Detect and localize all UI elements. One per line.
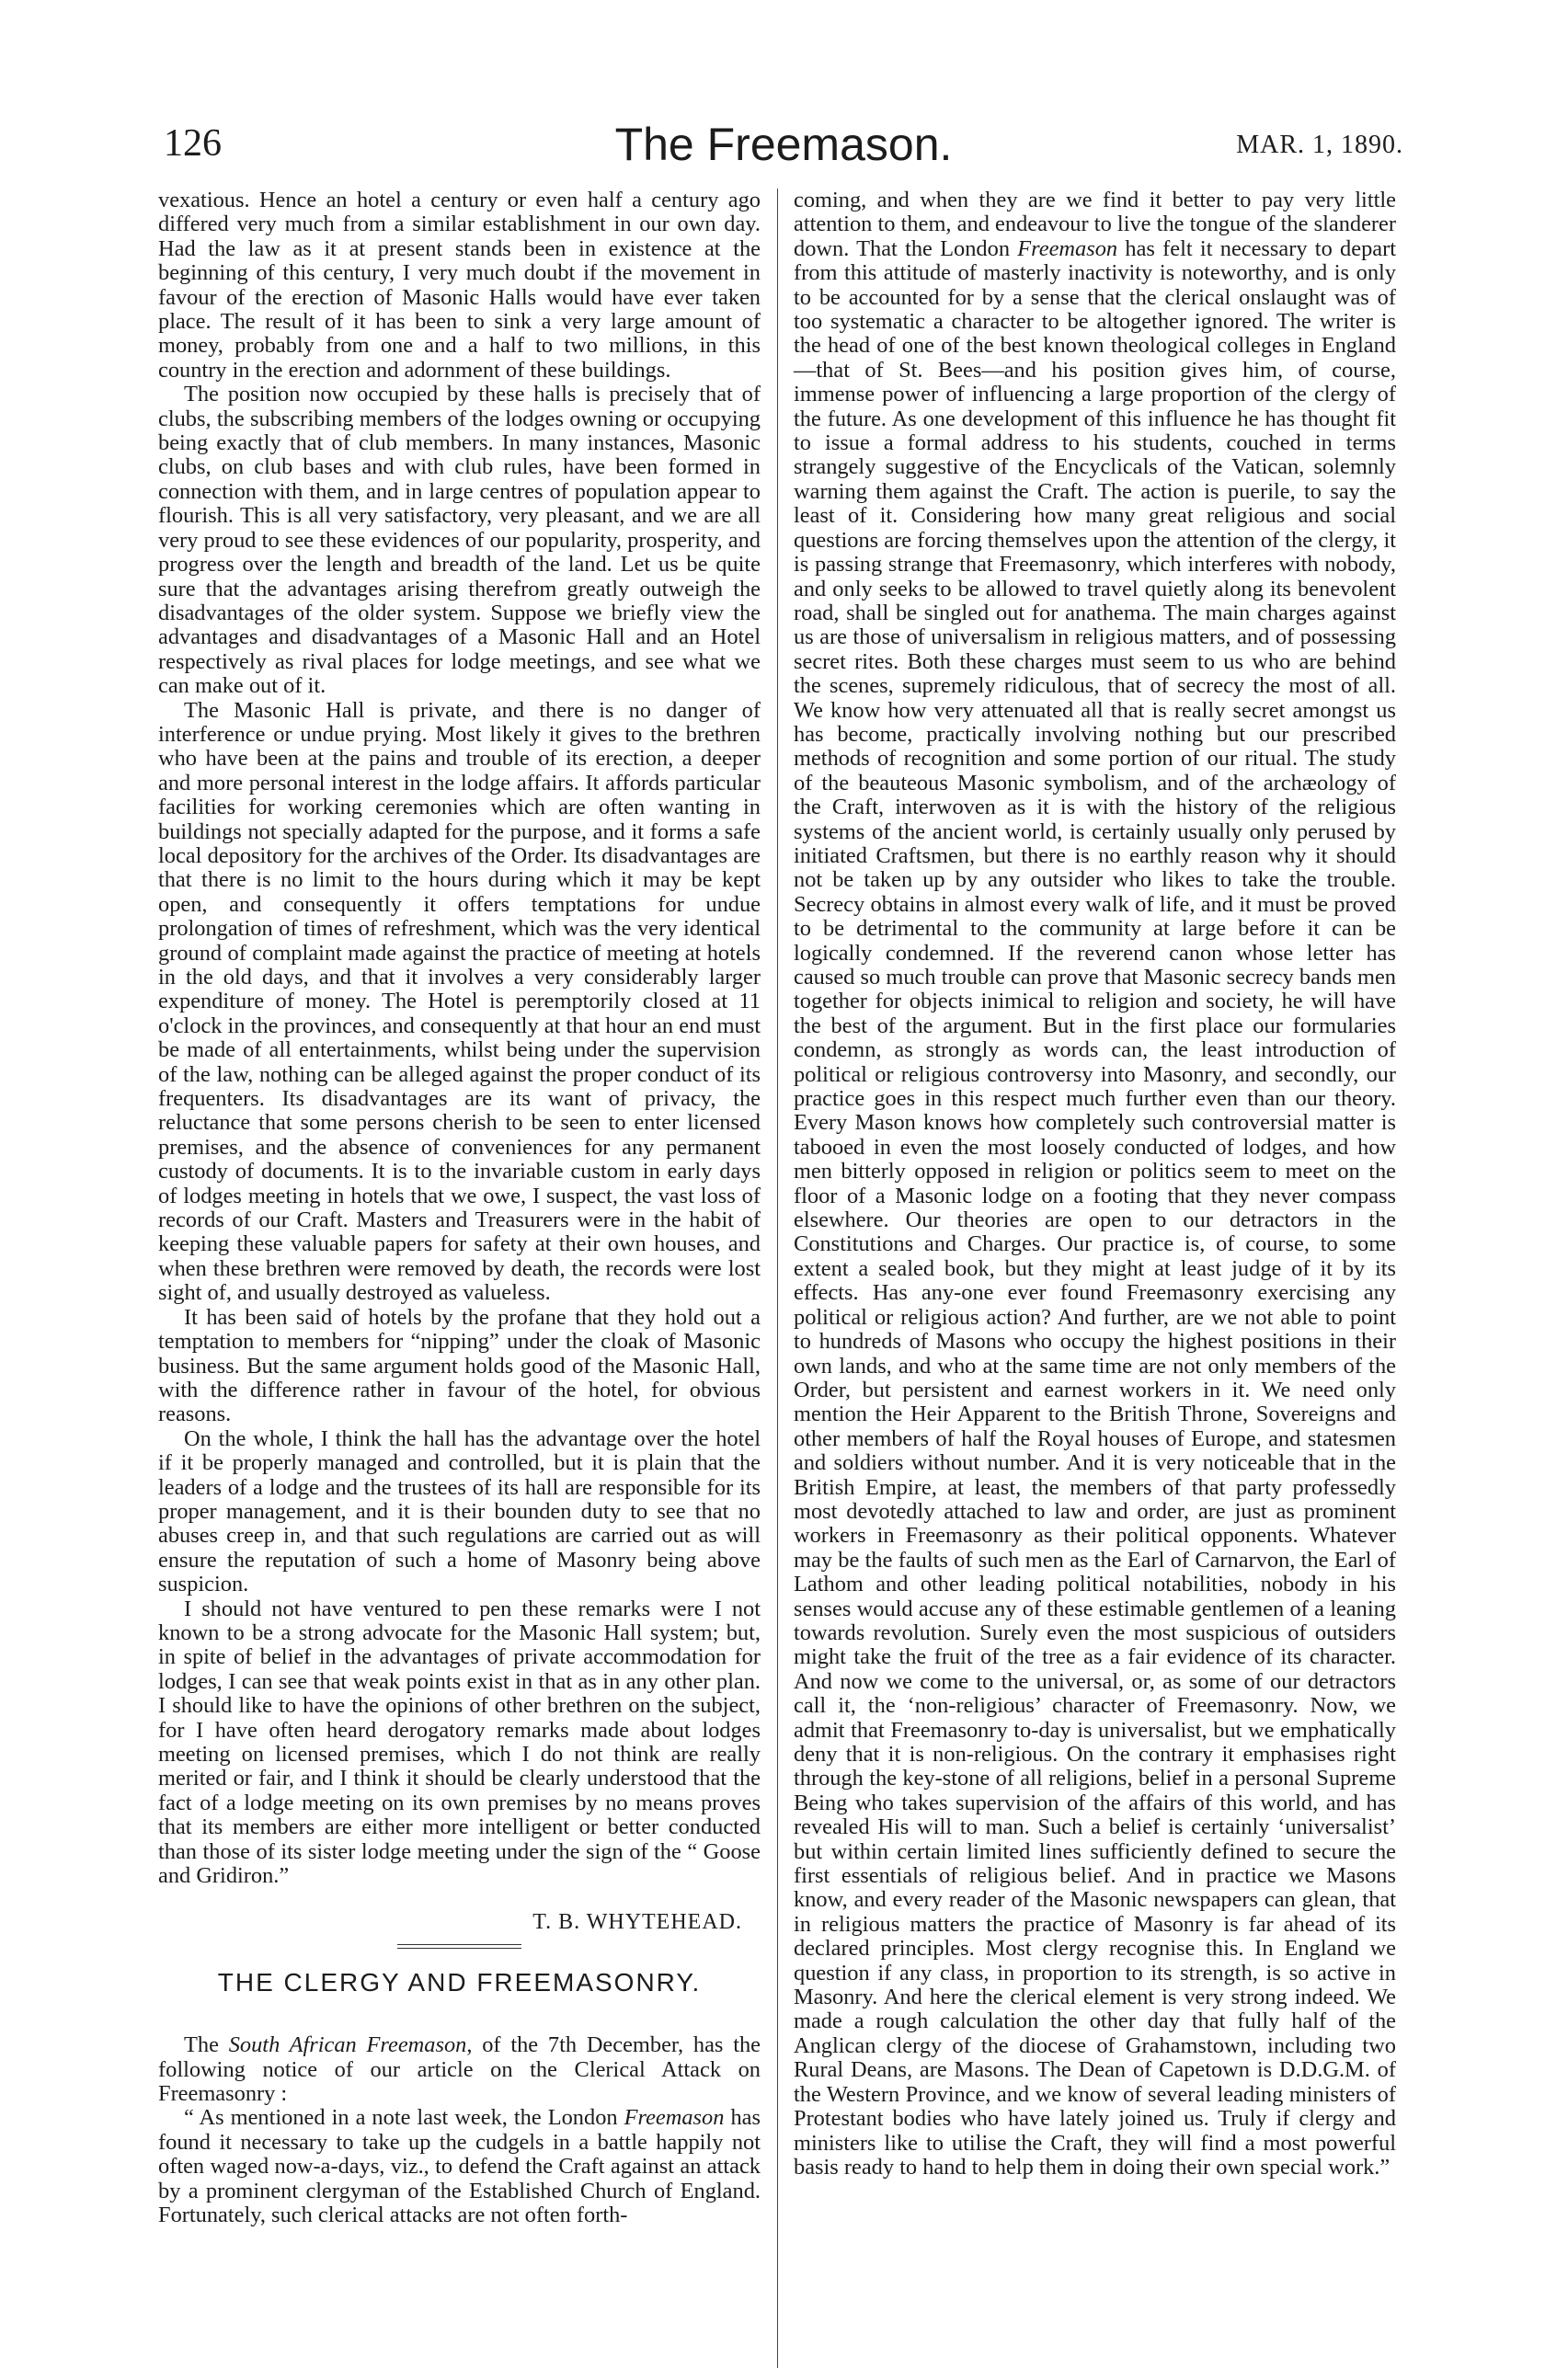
section-divider [397,1944,521,1949]
left-column [158,189,761,2228]
column-rule [777,189,778,2368]
paragraph: The Masonic Hall is private, and there is no danger of interference or undue prying. Most likely it gives to the brethren who have been at the pains and trouble of its erection, a deeper and more personal interest in the lodge affairs. It affords particular facilities for working ceremonies which are often wanting in buildings not specially adapted for the purpose, and it forms a safe local depository for the archives of the Order. Its disadvantages are that there is no limit to the hours during which it may be kept open, and consequently it offers temptations for undue prolongation of times of refreshment, which was the very identical ground of complaint made against the practice of meeting at hotels in the old days, and that it involves a very considerably larger expenditure of money. The Hotel is peremptorily closed at 11 o'clock in the provinces, and consequently at that hour an end must be made of all entertainments, whilst being under the supervision of the law, nothing can be alleged against the proper conduct of its frequenters. Its disadvantages are its want of privacy, the reluctance that some persons cherish to be seen to enter licensed premises, and the absence of conveniences for any permanent custody of documents. It is to the invariable custom in early days of lodges meeting in hotels that we owe, I suspect, the vast loss of records of our Craft. Masters and Treasurers were in the habit of keeping these valuable papers for safety at their own houses, and when these brethren were removed by death, the records were lost sight of, and usually destroyed as valueless. [158,697,761,1306]
text-run: has felt it necessary to depart from this attitude of masterly inactivity is noteworthy, and is only to be accounted for by a sense that the clerical onslaught was of too systematic a character to be altogether ignored. The writer is the head of one of the best known theological colleges in England—that of St. Bees—and his position gives him, of course, immense power of influencing a large proportion of the clergy of the future. As one development of this influence he has thought fit to issue a formal address to his students, couched in terms strangely suggestive of the Encyclicals of the Vatican, solemnly warning them against the Craft. The action is puerile, to say the least of it. Considering how many great religious and social questions are forcing themselves upon the attention of the clergy, it is passing strange that Freemasonry, which interferes with nobody, and only seeks to be allowed to travel quietly along its benevolent road, shall be singled out for anathema. The main charges against us are those of universalism in religious matters, and of possessing secret rites. Both these charges must seem to us who are behind the scenes, supremely ridiculous, that of secrecy the most of all. We know how very attenuated all that is really secret amongst us has become, practically involving nothing but our prescribed methods of recognition and some portion of our ritual. The study of the beauteous Masonic symbolism, and of the archæology of the Craft, interwoven as it is with the history of the religious systems of the ancient world, is certainly usually only perused by initiated Craftsmen, but there is no earthly reason why it should not be taken up by any outsider who likes to take the trouble. Secrecy obtains in almost every walk of life, and it must be proved to be detrimental to the community at large before it can be logically condemned. If the reverend canon whose letter has caused so much trouble can prove that Masonic secrecy bands men together for objects inimical to religion and society, he will have the best of the argument. But in the first place our formularies condemn, as strongly as words can, the least introduction of political or religious controversy into Masonry, and secondly, our practice goes in this respect much further even than our theory. Every Mason knows how completely such controversial matter is tabooed in even the most loosely conducted of lodges, and how men bitterly opposed in religion or politics seem to meet on the floor of a Masonic lodge on a footing that they never compass elsewhere. Our theories are open to our detractors in the Constitutions and Charges. Our practice is, of course, to some extent a sealed book, but they might at least judge of it by its effects. Has any-one ever found Freemasonry exercising any political or religious action? And further, are we not able to point to hundreds of Masons who occupy the highest positions in their own lands, and who at the same time are not only members of the Order, but persistent and earnest workers in it. We need only mention the Heir Apparent to the British Throne, Sovereigns and other members of half the Royal houses of Europe, and statesmen and soldiers without number. And it is very noticeable that in the British Empire, at least, the members of that party professedly most devotedly attached to law and order, are just as prominent workers in Freemasonry as their political opponents. Whatever may be the faults of such men as the Earl of Carnarvon, the Earl of Lathom and other leading political notabilities, nobody in his senses would accuse any of these estimable gentlemen of a leaning towards revolution. Surely even the most suspicious of outsiders might take the fruit of the tree as a fair evidence of its character. And now we come to the universal, or, as some of our detractors call it, the ‘non-religious’ character of Freemasonry. Now, we admit that Freemasonry to-day is universalist, but we emphatically deny that it is non-religious. On the contrary it emphasises right through the key-stone of all religions, belief in a personal Supreme Being who takes supervision of the affairs of this world, and has revealed His will to man. Such a belief is certainly ‘universalist’ but within certain limited lines sufficiently defined to secure the first essentials of religious belief. And in practice we Masons know, and every reader of the Masonic newspapers can glean, that in religious matters the practice of Masonry is far ahead of its declared principles. Most clergy recognise this. In England we question if any class, in proportion to its strength, is so active in Masonry. And here the clerical element is very strong indeed. We made a rough calculation the other day that fully half of the Anglican clergy of the diocese of Grahamstown, including two Rural Deans, are Masons. The Dean of Capetown is D.D.G.M. of the Western Province, and we know of several leading ministers of Protestant bodies who have lately joined us. Truly if clergy and ministers like to utilise the Craft, they will find a most powerful basis ready to hand to help them in doing their own special work.” [794,235,1396,2180]
right-column [794,189,1396,2180]
publication-title: Freemason [1017,235,1118,261]
text-run: , of the 7th December, has the following notice of our article on the Clerical Attack on Freemasonry : [158,2032,761,2107]
paragraph: vexatious. Hence an hotel a century or even half a century ago differed very much from a similar establishment in our own day. Had the law as it at present stands been in existence at the beginning of this century, I very much doubt if the movement in favour of the erection of Masonic Halls would have ever taken place. The result of it has been to sink a very large amount of money, probably from one and a half to two millions, in this country in the erection and adornment of these buildings. [158,188,761,383]
quoted-paragraph [158,2106,761,2227]
text-run: The [184,2032,229,2058]
page-header [158,118,1409,171]
publication-title: South African Freemason [228,2032,467,2058]
paragraph: I should not have ventured to pen these remarks were I not known to be a strong advocate for the Masonic Hall system; but, in spite of belief in the advantages of private accommodation for lodges, I can see that weak points exist in that as in any other plan. I should like to have the opinions of other brethren on the subject, for I have often heard derogatory remarks made about lodges meeting on licensed premises, which I do not think are really merited or fair, and I think it should be clearly understood that the fact of a lodge meeting on its own premises by no means proves that its members are either more intelligent or better conducted than those of its sister lodge meeting under the sign of the “ Goose and Gridiron.” [158,1596,761,1889]
paragraph: The position now occupied by these halls is precisely that of clubs, the subscribing members of the lodges owning or occupying being exactly that of club members. In many instances, Masonic clubs, on club bases and with club rules, have been formed in connection with them, and in large centres of population appear to flourish. This is all very satisfactory, very pleasant, and we are all very proud to see these evidences of our popularity, prosperity, and progress over the length and breadth of the land. Let us be quite sure that the advantages arising therefrom greatly outweigh the disadvantages of the older system. Suppose we briefly view the advantages and disadvantages of a Masonic Hall and an Hotel respectively as rival places for lodge meetings, and see what we can make out of it. [158,382,761,699]
page-number: 126 [164,122,222,165]
paragraph: It has been said of hotels by the profane that they hold out a temptation to members for “nipping” under the cloak of Masonic business. But the same argument holds good of the Masonic Hall, with the difference rather in favour of the hotel, for obvious reasons. [158,1304,761,1427]
publication-title: Freemason [624,2105,725,2131]
article-heading: THE CLERGY AND FREEMASONRY. [217,1967,702,1997]
issue-date: MAR. 1, 1890. [1236,131,1403,159]
masthead: The Freemason. [614,119,953,170]
quoted-paragraph [794,189,1396,2180]
paragraph [158,2033,761,2106]
text-run: “ As mentioned in a note last week, the London [184,2105,624,2131]
author-signature: T. B. WHYTEHEAD. [532,1910,742,1935]
text-run: coming, and when they are we find it better to pay very little attention to them, and endeavour to live the tongue of the slanderer down. That the London [794,188,1396,261]
paragraph: On the whole, I think the hall has the advantage over the hotel if it be properly managed and controlled, but it is plain that the leaders of a lodge and the trustees of its hall are responsible for its proper management, and it is their bounden duty to see that no abuses creep in, and that such regulations are carried out as will ensure the reputation of such a home of Masonry being above suspicion. [158,1425,761,1597]
text-run: has found it necessary to take up the cudgels in a battle happily not often waged now-a-days, viz., to defend the Craft against an attack by a prominent clergyman of the Established Church of England. Fortunately, such clerical attacks are not often forth- [158,2105,761,2228]
